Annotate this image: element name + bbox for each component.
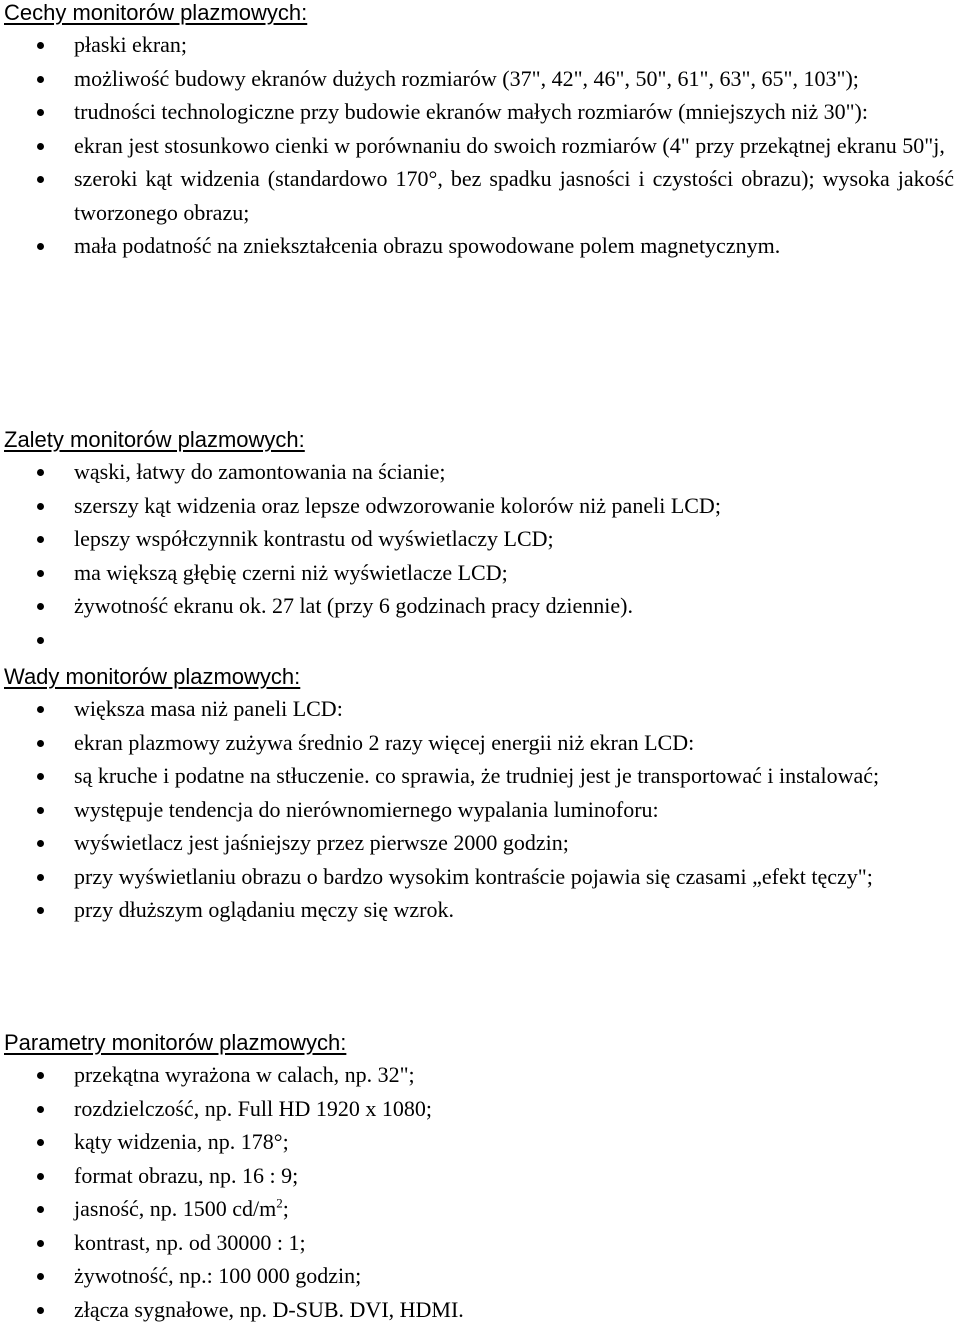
bullet-icon: [37, 874, 44, 881]
bullet-icon: [37, 637, 44, 644]
list-item: kąty widzenia, np. 178°;: [0, 1125, 960, 1159]
list-item: format obrazu, np. 16 : 9;: [0, 1159, 960, 1193]
bullet-list: [0, 455, 960, 656]
list-item: wąski, łatwy do zamontowania na ścianie;: [0, 455, 960, 489]
list-item: żywotność ekranu ok. 27 lat (przy 6 godzinach pracy dziennie).: [0, 589, 960, 623]
list-item: są kruche i podatne na stłuczenie. co sprawia, że trudniej jest je transportować i instalować;: [0, 759, 960, 793]
bullet-list: [0, 692, 960, 927]
list-item: szeroki kąt widzenia (standardowo 170°, bez spadku jasności i czystości obrazu); wysoka jakość tworzonego obrazu;: [0, 162, 960, 229]
section-heading: Wady monitorów plazmowych:: [4, 664, 301, 689]
list-item: [0, 623, 960, 657]
section-zalety: [0, 425, 960, 656]
section-heading: Cechy monitorów plazmowych:: [4, 0, 308, 25]
bullet-icon: [37, 243, 44, 250]
list-item: występuje tendencja do nierównomiernego wypalania luminoforu:: [0, 793, 960, 827]
list-item: płaski ekran;: [0, 28, 960, 62]
bullet-icon: [37, 1139, 44, 1146]
section-parametry: [0, 1028, 960, 1326]
list-item: złącza sygnałowe, np. D-SUB. DVI, HDMI.: [0, 1293, 960, 1327]
bullet-icon: [37, 570, 44, 577]
bullet-icon: [37, 469, 44, 476]
bullet-list: [0, 1058, 960, 1326]
bullet-icon: [37, 536, 44, 543]
list-item: lepszy współczynnik kontrastu od wyświetlaczy LCD;: [0, 522, 960, 556]
list-item: możliwość budowy ekranów dużych rozmiarów (37", 42", 46", 50", 61", 63", 65", 103");: [0, 62, 960, 96]
bullet-icon: [37, 1173, 44, 1180]
bullet-icon: [37, 807, 44, 814]
bullet-icon: [37, 740, 44, 747]
bullet-icon: [37, 42, 44, 49]
bullet-icon: [37, 1072, 44, 1079]
section-wady: [0, 662, 960, 927]
list-item: kontrast, np. od 30000 : 1;: [0, 1226, 960, 1260]
bullet-icon: [37, 840, 44, 847]
list-item: większa masa niż paneli LCD:: [0, 692, 960, 726]
list-item: rozdzielczość, np. Full HD 1920 x 1080;: [0, 1092, 960, 1126]
bullet-icon: [37, 907, 44, 914]
bullet-icon: [37, 1307, 44, 1314]
bullet-icon: [37, 773, 44, 780]
bullet-icon: [37, 143, 44, 150]
section-heading: Parametry monitorów plazmowych:: [4, 1030, 347, 1055]
list-item: ekran jest stosunkowo cienki w porównaniu do swoich rozmiarów (4" przy przekątnej ekranu 50"j,: [0, 129, 960, 163]
list-item: trudności technologiczne przy budowie ekranów małych rozmiarów (mniejszych niż 30"):: [0, 95, 960, 129]
bullet-icon: [37, 1206, 44, 1213]
list-item: jasność, np. 1500 $cd/m^2$;: [0, 1192, 960, 1226]
list-item: przy wyświetlaniu obrazu o bardzo wysokim kontraście pojawia się czasami „efekt tęczy";: [0, 860, 960, 894]
bullet-icon: [37, 76, 44, 83]
bullet-icon: [37, 1273, 44, 1280]
section-cechy: [0, 0, 960, 263]
superscript: 2: [276, 1195, 283, 1211]
list-item: szerszy kąt widzenia oraz lepsze odwzorowanie kolorów niż paneli LCD;: [0, 489, 960, 523]
list-item: przekątna wyrażona w calach, np. 32";: [0, 1058, 960, 1092]
list-item: żywotność, np.: 100 000 godzin;: [0, 1259, 960, 1293]
bullet-icon: [37, 109, 44, 116]
bullet-icon: [37, 176, 44, 183]
bullet-list: [0, 28, 960, 263]
list-item: ekran plazmowy zużywa średnio 2 razy więcej energii niż ekran LCD:: [0, 726, 960, 760]
bullet-icon: [37, 503, 44, 510]
bullet-icon: [37, 603, 44, 610]
bullet-icon: [37, 1106, 44, 1113]
list-item: mała podatność na zniekształcenia obrazu spowodowane polem magnetycznym.: [0, 229, 960, 263]
section-heading: Zalety monitorów plazmowych:: [4, 427, 305, 452]
bullet-icon: [37, 706, 44, 713]
list-item: ma większą głębię czerni niż wyświetlacze LCD;: [0, 556, 960, 590]
list-item: przy dłuższym oglądaniu męczy się wzrok.: [0, 893, 960, 927]
bullet-icon: [37, 1240, 44, 1247]
list-item: wyświetlacz jest jaśniejszy przez pierwsze 2000 godzin;: [0, 826, 960, 860]
